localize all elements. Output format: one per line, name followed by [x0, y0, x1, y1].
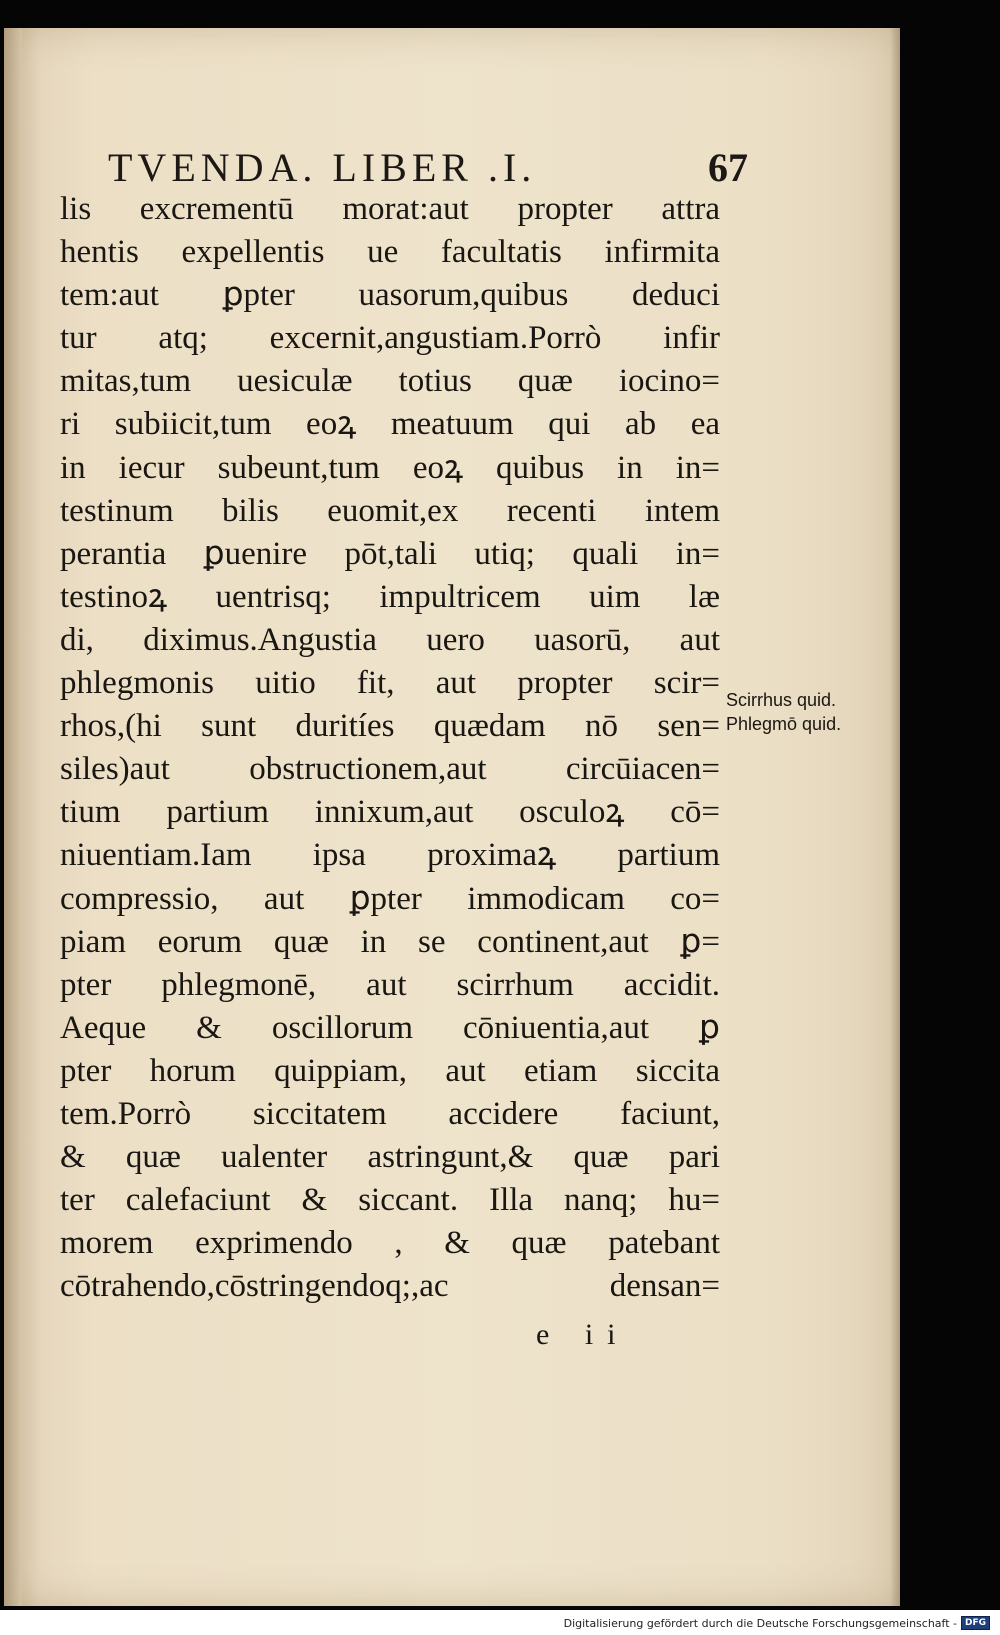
- running-head-title: TVENDA. LIBER .I.: [108, 145, 537, 190]
- text-line: mitas,tum uesiculæ totius quæ iocino=: [60, 363, 720, 400]
- text-line: siles)aut obstructionem,aut circūiacen=: [60, 751, 720, 788]
- text-line: compressio, aut ꝑpter immodicam co=: [60, 880, 720, 917]
- text-line: piam eorum quæ in se continent,aut ꝑ=: [60, 923, 720, 960]
- text-line: tium partium innixum,aut osculoꝝ cō=: [60, 794, 720, 831]
- text-line: phlegmonis uitio fit, aut propter scir=: [60, 665, 720, 702]
- text-line: perantia ꝑuenire pōt,tali utiq; quali in=: [60, 535, 720, 572]
- text-line: niuentiam.Iam ipsa proximaꝝ partium: [60, 837, 720, 874]
- credit-text: Digitalisierung gefördert durch die Deutsche Forschungsgemeinschaft -: [563, 1616, 957, 1630]
- text-line: in iecur subeunt,tum eoꝝ quibus in in=: [60, 449, 720, 486]
- text-line: ri subiicit,tum eoꝝ meatuum qui ab ea: [60, 406, 720, 443]
- body-text: [60, 188, 720, 1308]
- text-line: pter horum quippiam, aut etiam siccita: [60, 1052, 720, 1089]
- dfg-logo: DFG: [961, 1616, 990, 1630]
- running-head: [108, 144, 748, 188]
- text-line: Aeque & oscillorum cōniuentia,aut ꝑ: [60, 1009, 720, 1046]
- text-line: tem:aut ꝑpter uasorum,quibus deduci: [60, 277, 720, 314]
- catchword-signature: e ii: [536, 1318, 630, 1351]
- text-line: & quæ ualenter astringunt,& quæ pari: [60, 1139, 720, 1176]
- text-line: tur atq; excernit,angustiam.Porrò infir: [60, 320, 720, 357]
- marginal-notes: [726, 690, 856, 738]
- text-line: hentis expellentis ue facultatis infirmita: [60, 234, 720, 271]
- text-line: lis excrementū morat:aut propter attra: [60, 191, 720, 227]
- text-line: cōtrahendo,cōstringendoq;,ac densan=: [60, 1268, 720, 1305]
- text-line: ter calefaciunt & siccant. Illa nanq; hu=: [60, 1182, 720, 1219]
- marginal-note-phlegmon: Phlegmō quid.: [726, 714, 842, 734]
- page-number: 67: [708, 145, 748, 190]
- marginal-note-scirrhus: Scirrhus quid.: [726, 690, 837, 710]
- text-line: tem.Porrò siccitatem accidere faciunt,: [60, 1095, 720, 1132]
- text-line: morem exprimendo , & quæ patebant: [60, 1225, 720, 1262]
- text-line: di, diximus.Angustia uero uasorū, aut: [60, 621, 720, 658]
- book-page: [4, 28, 900, 1606]
- text-line: pter phlegmonē, aut scirrhum accidit.: [60, 966, 720, 1003]
- text-line: testinum bilis euomit,ex recenti intem: [60, 492, 720, 529]
- text-line: rhos,(hi sunt duritíes quædam nō sen=: [60, 708, 720, 745]
- digitization-credit: [564, 1614, 990, 1632]
- text-line: testinoꝝ uentrisq; impultricem uim læ: [60, 578, 720, 615]
